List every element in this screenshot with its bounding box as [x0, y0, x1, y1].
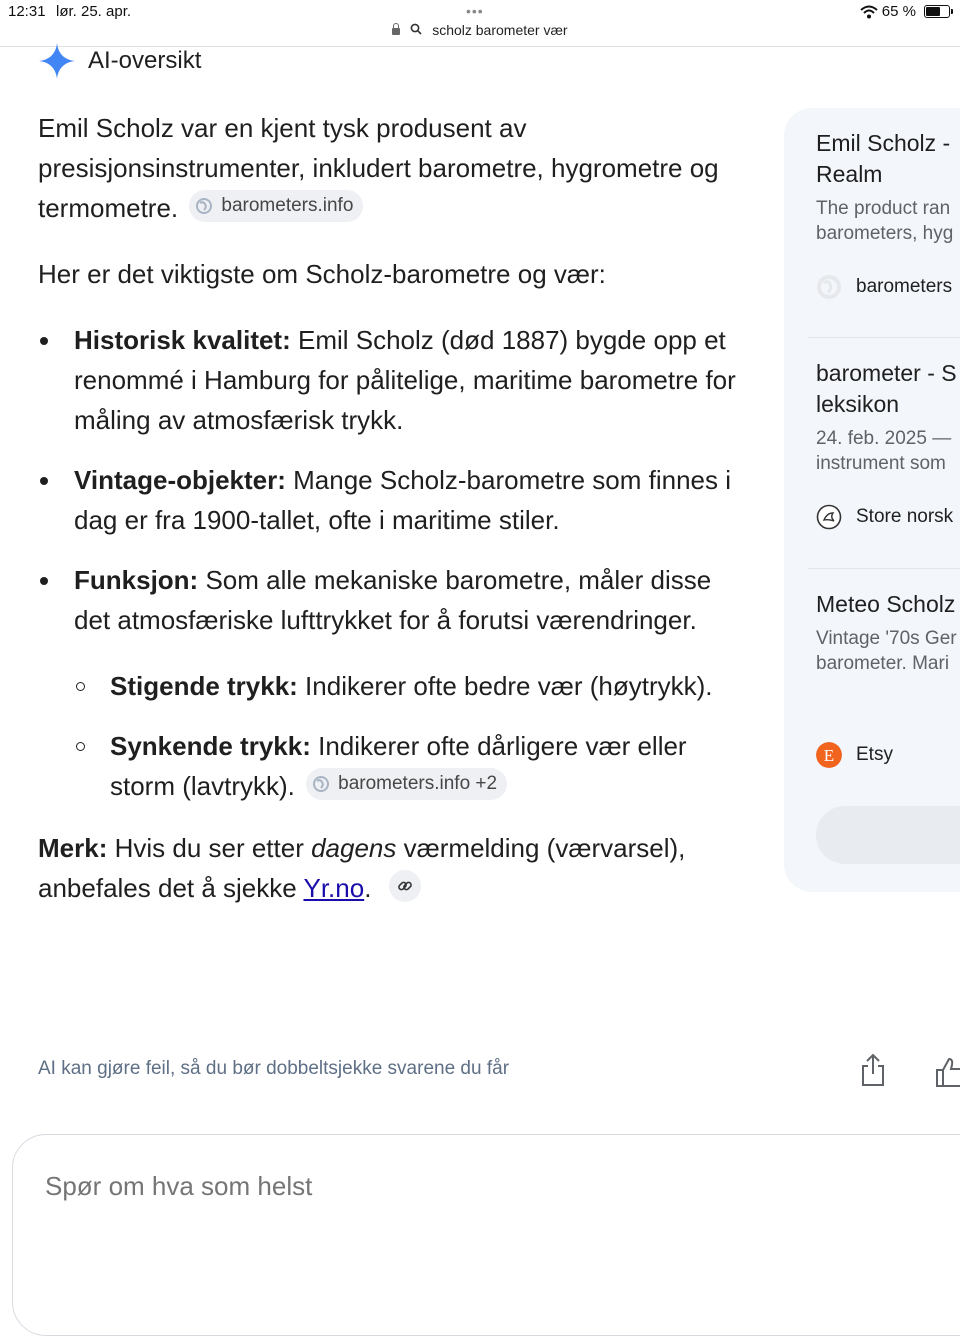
sub-bullet-list: [38, 666, 738, 806]
ask-input[interactable]: [45, 1171, 645, 1202]
link-chip[interactable]: [389, 870, 421, 902]
source-snippet: [816, 626, 960, 676]
battery-percent: 65 %: [881, 3, 916, 20]
multitasking-dots-icon[interactable]: •••: [466, 3, 484, 19]
sources-panel: [784, 108, 960, 892]
source-site-name: barometers: [856, 276, 953, 297]
source-card[interactable]: [816, 128, 960, 300]
link-icon: [397, 878, 413, 894]
note-paragraph: [38, 828, 738, 908]
source-site-name: Store norsk: [856, 506, 954, 527]
source-chip-label: barometers.info: [221, 195, 354, 217]
share-icon[interactable]: [858, 1052, 888, 1088]
source-divider: [808, 568, 960, 569]
bullet-text: Mange Scholz-barometre som finnes i dag er fra 1900-tallet, ofte i maritime stiler.: [74, 465, 731, 535]
battery-icon: [924, 5, 950, 18]
note-end: .: [364, 873, 372, 903]
bullet-text: Som alle mekaniske barometre, måler disse det atmosfæriske lufttrykket for å forutsi værendringer.: [74, 565, 712, 635]
note-term: Merk:: [38, 833, 108, 863]
ai-overview-body: [38, 108, 738, 908]
yr-link[interactable]: Yr.no: [303, 873, 365, 903]
source-divider: [808, 337, 960, 338]
sub-bullet-text: Indikerer ofte dårligere vær eller storm (lavtrykk).: [110, 731, 687, 801]
bullet-term: Vintage-objekter:: [74, 465, 286, 495]
sub-list-item: [38, 666, 738, 706]
list-item: [38, 320, 738, 440]
bullet-list: [38, 320, 738, 806]
source-snippet-line: 24. feb. 2025 —: [816, 428, 952, 449]
address-bar[interactable]: [0, 22, 960, 44]
source-snippet-line: Vintage '70s Ger: [816, 628, 957, 649]
lead-paragraph: Her er det viktigste om Scholz-barometre og vær:: [38, 259, 606, 289]
globe-icon: [195, 197, 213, 215]
source-title: leksikon: [816, 391, 900, 417]
etsy-logo-icon: [816, 742, 842, 768]
bullet-term: Historisk kvalitet:: [74, 325, 291, 355]
source-snippet-line: barometer. Mari: [816, 653, 950, 674]
source-snippet-line: The product ran: [816, 198, 951, 219]
source-snippet-line: instrument som: [816, 453, 946, 474]
source-site-name: Etsy: [856, 744, 893, 765]
note-emphasis: dagens: [311, 833, 397, 863]
ask-box: [12, 1134, 960, 1336]
show-all-sources-button[interactable]: [816, 806, 960, 864]
address-query: scholz barometer vær: [432, 22, 568, 38]
source-title: barometer - S: [816, 360, 957, 386]
ai-overview-header: [38, 42, 201, 80]
source-snippet: [816, 196, 960, 246]
search-icon: [410, 23, 422, 35]
wifi-icon: [860, 5, 878, 19]
source-chip-label: barometers.info +2: [338, 773, 498, 795]
svg-text:E: E: [823, 746, 835, 765]
note-text: Hvis du ser etter: [107, 833, 312, 863]
ai-disclaimer: AI kan gjøre feil, så du bør dobbeltsjekke svarene du får: [38, 1058, 510, 1079]
source-site: [816, 274, 960, 300]
lock-icon: [392, 28, 400, 35]
source-site: [816, 742, 960, 768]
source-chip[interactable]: [306, 768, 507, 800]
thumbs-up-icon[interactable]: [934, 1054, 960, 1088]
source-card[interactable]: [816, 358, 960, 530]
status-time: 12:31: [8, 3, 46, 20]
intro-text: Emil Scholz var en kjent tysk produsent av presisjonsinstrumenter, inkludert barometre, hygrometre og termometre.: [38, 113, 719, 223]
source-title: Realm: [816, 161, 883, 187]
status-date: lør. 25. apr.: [56, 3, 132, 20]
source-card[interactable]: [816, 589, 960, 768]
source-snippet-line: barometers, hyg: [816, 223, 954, 244]
note-text: værmelding (værvarsel), anbefales det å sjekke: [38, 833, 686, 903]
sub-list-item: [38, 726, 738, 806]
sub-bullet-term: Synkende trykk:: [110, 731, 311, 761]
list-item: [38, 460, 738, 540]
status-bar: [0, 0, 960, 24]
intro-paragraph: [38, 108, 738, 228]
source-title: Meteo Scholz: [816, 591, 956, 617]
bullet-term: Funksjon:: [74, 565, 199, 595]
source-site: [816, 504, 960, 530]
source-title: Emil Scholz -: [816, 130, 951, 156]
source-chip[interactable]: [189, 190, 363, 222]
source-snippet: [816, 426, 960, 476]
gemini-sparkle-icon: [38, 42, 76, 80]
sub-bullet-term: Stigende trykk:: [110, 671, 298, 701]
bullet-text: Emil Scholz (død 1887) bygde opp et renommé i Hamburg for pålitelige, maritime barometre for måling av atmosfærisk trykk.: [74, 325, 736, 435]
sub-bullet-text: Indikerer ofte bedre vær (høytrykk).: [297, 671, 713, 701]
globe-icon: [816, 274, 842, 300]
ai-overview-title: AI-oversikt: [88, 47, 202, 74]
globe-icon: [312, 775, 330, 793]
snl-logo-icon: [816, 504, 842, 530]
list-item: [38, 560, 738, 806]
